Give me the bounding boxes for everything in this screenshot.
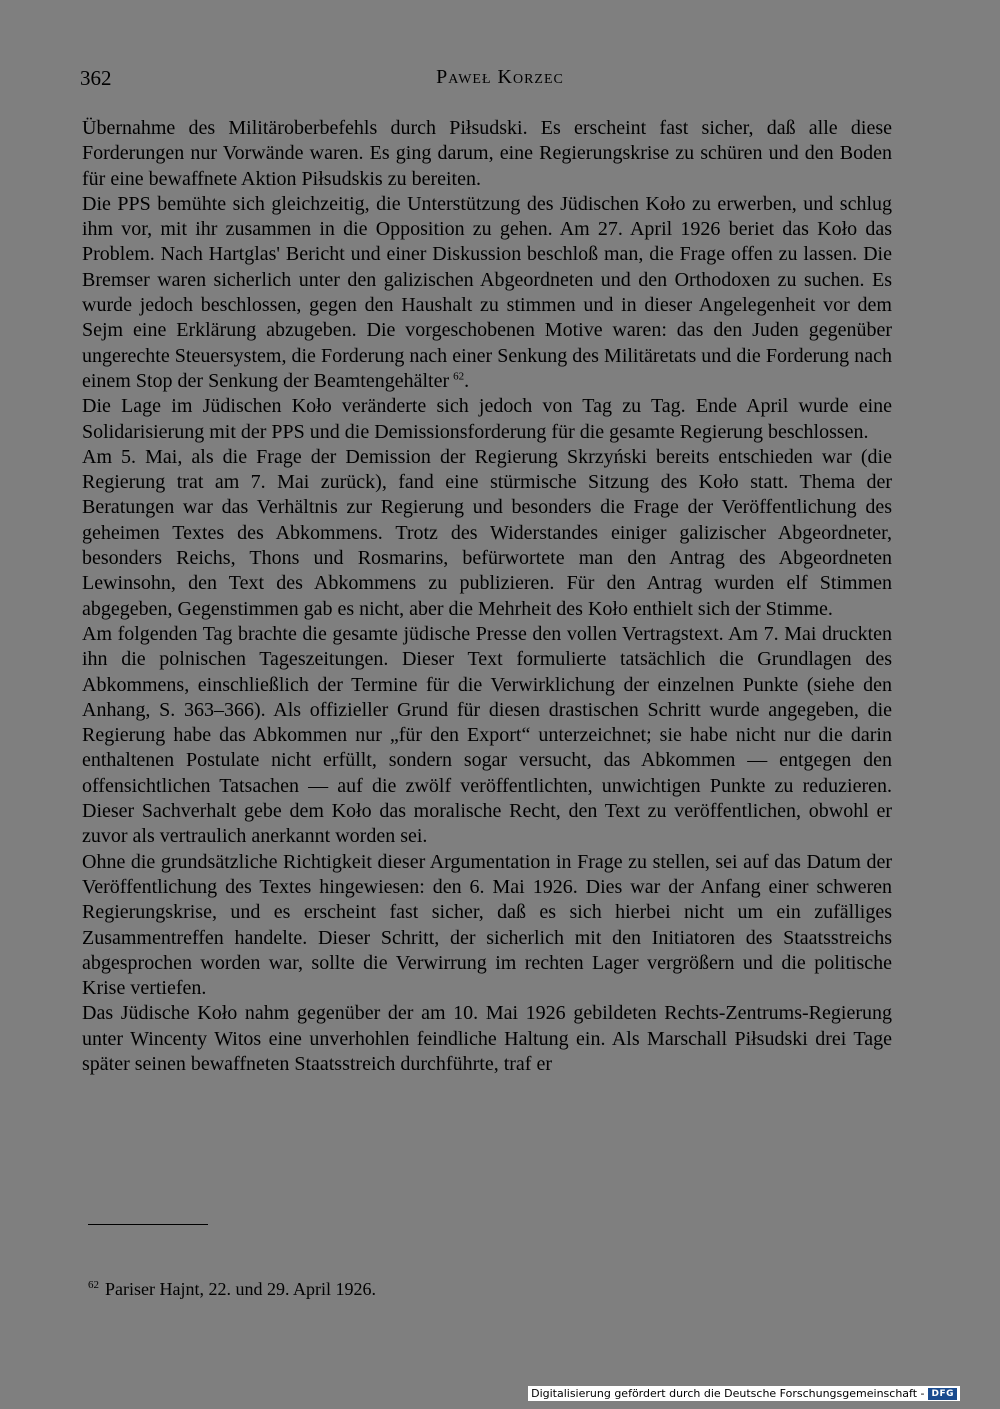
- paragraph-text: Die PPS bemühte sich gleichzeitig, die Unterstützung des Jüdischen Koło zu erwerben, und schlug ihm vor, mit ihr zusammen in die Opposition zu gehen. Am 27. April 1926 beriet das Koło das Problem. Nach Hartglas' Bericht und einer Diskussion beschloß man, die Frage offen zu lassen. Die Bremser waren sicherlich unter den galizischen Abgeordneten und den Orthodoxen zu suchen. Es wurde jedoch beschlossen, gegen den Haushalt zu stimmen und in dieser Angelegenheit vor dem Sejm eine Erklärung abzugeben. Die vorgeschobenen Motive waren: das den Juden gegenüber ungerechte Steuersystem, die Forderung nach einer Senkung des Militäretats und die Forderung nach einem Stop der Senkung der Beamtengehälter: [82, 192, 892, 392]
- footnote-text: Pariser Hajnt, 22. und 29. April 1926.: [105, 1279, 376, 1299]
- paragraph: Am 5. Mai, als die Frage der Demission der Regierung Skrzyński bereits entschieden war (die Regierung trat am 7. Mai zurück), fand eine stürmische Sitzung des Koło statt. Thema der Beratungen war das Verhältnis zur Regierung und besonders die Frage der Veröffentlichung des geheimen Textes des Abkommens. Trotz des Widerstandes einiger galizischer Abgeordneter, besonders Reichs, Thons und Rosmarins, befürwortete man den Antrag des Abgeordneten Lewinsohn, den Text des Abkommens zu publizieren. Für den Antrag wurden elf Stimmen abgegeben, Gegenstimmen gab es nicht, aber die Mehrheit des Koło enthielt sich der Stimme.: [82, 445, 892, 620]
- paragraph: [82, 192, 892, 394]
- footnote-reference-suffix: .: [464, 369, 470, 392]
- running-head: Paweł Korzec: [436, 66, 564, 88]
- paragraph: Ohne die grundsätzliche Richtigkeit dieser Argumentation in Frage zu stellen, sei auf das Datum der Veröffentlichung des Textes hingewiesen: den 6. Mai 1926. Dies war der Anfang einer schweren Regierungskrise, und es erscheint fast sicher, daß es sich hierbei nicht um ein zufälliges Zusammentreffen handelte. Dieser Schritt, der sicherlich mit den Initiatoren des Staatsstreichs abgesprochen worden war, sollte die Verwirrung im rechten Lager vergrößern und die politische Krise vertiefen.: [82, 850, 892, 1000]
- footnote: [88, 1279, 376, 1300]
- digitization-credit: [528, 1386, 960, 1401]
- paragraph: Die Lage im Jüdischen Koło veränderte sich jedoch von Tag zu Tag. Ende April wurde eine Solidarisierung mit der PPS und die Demissionsforderung für die gesamte Regierung beschlossen.: [82, 395, 892, 443]
- paragraph: Übernahme des Militäroberbefehls durch Piłsudski. Es erscheint fast sicher, daß alle diese Forderungen nur Vorwände waren. Es ging darum, eine Regierungskrise zu schüren und den Boden für eine bewaffnete Aktion Piłsudskis zu bereiten.: [82, 117, 892, 190]
- footnote-rule: [88, 1224, 208, 1225]
- footnote-reference: 62: [453, 370, 465, 383]
- body-text: [82, 116, 892, 1077]
- dfg-logo: DFG: [928, 1388, 957, 1400]
- paragraph: Das Jüdische Koło nahm gegenüber der am 10. Mai 1926 gebildeten Rechts-Zentrums-Regierung unter Wincenty Witos eine unverhohlen feindliche Haltung ein. Als Marschall Piłsudski drei Tage später seinen bewaffneten Staatsstreich durchführte, traf er: [82, 1002, 892, 1075]
- paragraph: Am folgenden Tag brachte die gesamte jüdische Presse den vollen Vertragstext. Am 7. Mai druckten ihn die polnischen Tageszeitungen. Dieser Text formulierte tatsächlich die Grundlagen des Abkommens, einschließlich der Termine für die Verwirklichung der einzelnen Punkte (siehe den Anhang, S. 363–366). Als offizieller Grund für diesen drastischen Schritt wurde angegeben, die Regierung habe das Abkommen nur „für den Export“ unterzeichnet; sie habe nicht nur die darin enthaltenen Postulate nicht erfüllt, sondern sogar versucht, das Abkommen — entgegen den offensichtlichen Tatsachen — auf die zwölf veröffentlichten, unwichtigen Punkte zu reduzieren. Dieser Sachverhalt gebe dem Koło das moralische Recht, den Text zu veröffentlichen, obwohl er zuvor als vertraulich anerkannt worden sei.: [82, 622, 892, 848]
- credit-text: Digitalisierung gefördert durch die Deutsche Forschungsgemeinschaft -: [531, 1387, 925, 1400]
- page-number: 362: [80, 66, 112, 90]
- footnote-number: 62: [88, 1279, 99, 1291]
